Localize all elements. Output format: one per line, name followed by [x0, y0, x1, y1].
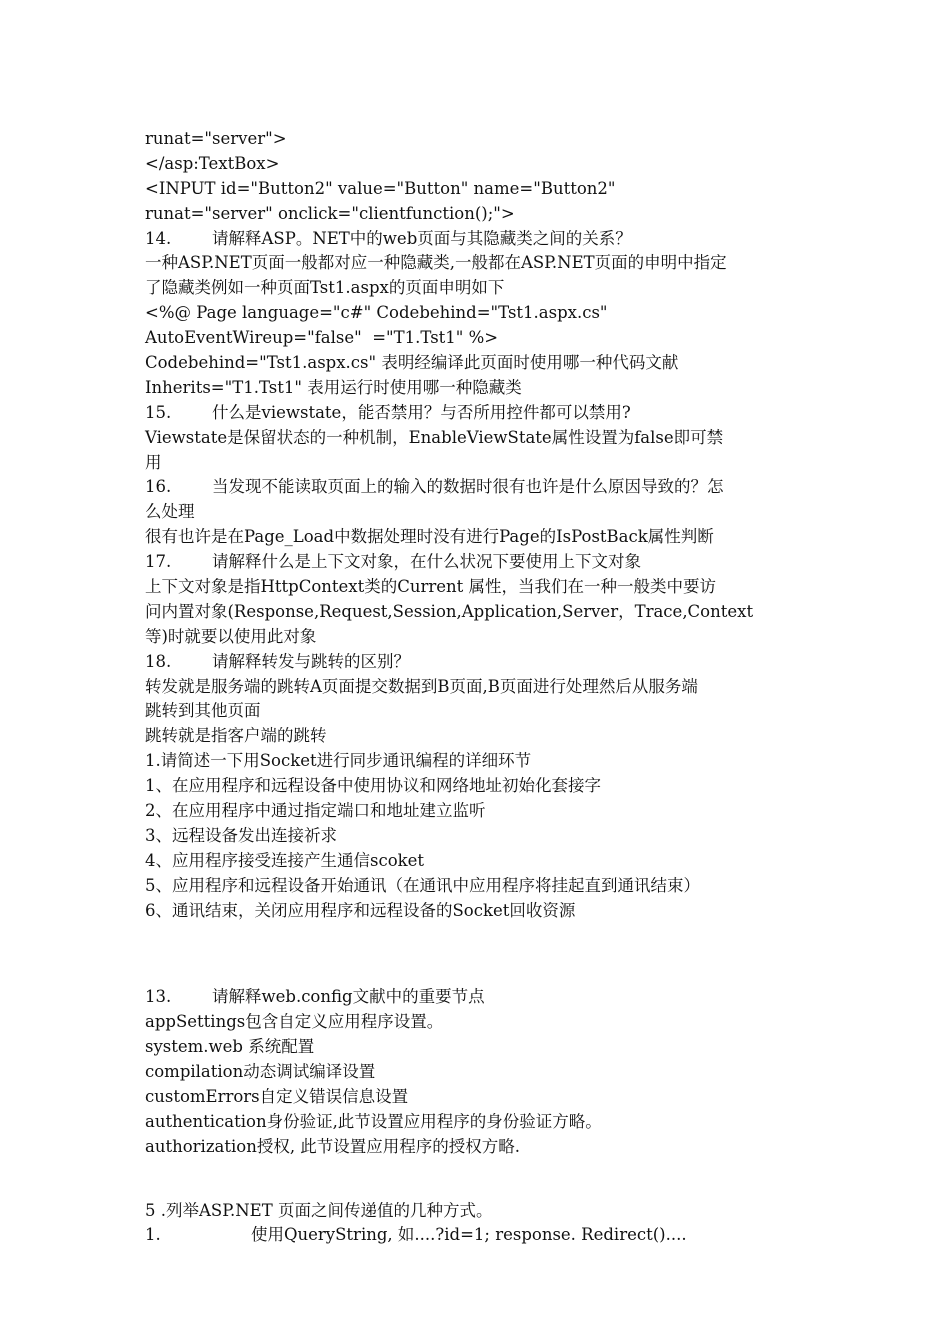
list-item: 3、远程设备发出连接祈求 — [145, 825, 337, 845]
text-line: authorization授权, 此节设置应用程序的授权方略. — [145, 1136, 521, 1156]
text-line: 问内置对象(Response,Request,Session,Application,Server，Trace,Context — [145, 601, 754, 621]
text-line: Viewstate是保留状态的一种机制，EnableViewState属性设置为false即可禁 — [145, 427, 724, 447]
text-line: 上下文对象是指HttpContext类的Current 属性，当我们在一种一般类中要访 — [145, 577, 717, 597]
question-number: 13. — [145, 987, 172, 1007]
text-line: 么处理 — [145, 502, 195, 522]
text-line: 了隐藏类例如一种页面Tst1.aspx的页面申明如下 — [145, 278, 505, 298]
text-line: Inherits="T1.Tst1" 表用运行时使用哪一种隐藏类 — [145, 377, 522, 397]
text-line: system.web 系统配置 — [145, 1037, 315, 1057]
spacer — [145, 1185, 825, 1199]
spacer — [145, 948, 825, 985]
text-line: 用 — [145, 452, 162, 472]
question-number: 15. — [145, 402, 172, 422]
text-line: 跳转到其他页面 — [145, 701, 261, 721]
item-number: 1. — [145, 1225, 161, 1245]
question-number: 16. — [145, 477, 172, 497]
spacer — [145, 1160, 825, 1185]
list-item: 2、在应用程序中通过指定端口和地址建立监听 — [145, 801, 486, 821]
text-line: 转发就是服务端的跳转A页面提交数据到B页面,B页面进行处理然后从服务端 — [145, 676, 698, 696]
list-item: 6、通讯结束，关闭应用程序和远程设备的Socket回收资源 — [145, 900, 576, 920]
question-text: 请解释ASP。NET中的web页面与其隐藏类之间的关系？ — [212, 228, 632, 248]
text-line: <%@ Page language="c#" Codebehind="Tst1.aspx.cs" — [145, 303, 608, 323]
text-line: 很有也许是在Page_Load中数据处理时没有进行Page的IsPostBack属性判断 — [145, 527, 714, 547]
item-text: 使用QueryString, 如....?id=1; response. Redirect().... — [251, 1225, 687, 1245]
question-text: 请解释web.config文献中的重要节点 — [212, 987, 485, 1007]
text-line: Codebehind="Tst1.aspx.cs" 表明经编译此页面时使用哪一种代码文献 — [145, 353, 679, 373]
list-item: 5、应用程序和远程设备开始通讯（在通讯中应用程序将挂起直到通讯结束） — [145, 875, 700, 895]
question-number: 17. — [145, 552, 172, 572]
text-line: AutoEventWireup="false" ="T1.Tst1" %> — [145, 328, 499, 348]
question-text: 请解释什么是上下文对象，在什么状况下要使用上下文对象 — [212, 552, 641, 572]
text-line: authentication身份验证,此节设置应用程序的身份验证方略。 — [145, 1111, 602, 1131]
text-line: 跳转就是指客户端的跳转 — [145, 726, 327, 746]
text-line: </asp:TextBox> — [145, 153, 280, 173]
question-text: 请解释转发与跳转的区别？ — [212, 651, 410, 671]
text-line: 1.请简述一下用Socket进行同步通讯编程的详细环节 — [145, 751, 532, 771]
text-line: <INPUT id="Button2" value="Button" name="Button2" — [145, 178, 616, 198]
text-line: 一种ASP.NET页面一般都对应一种隐藏类,一般都在ASP.NET页面的申明中指定 — [145, 253, 727, 273]
question-text: 当发现不能读取页面上的输入的数据时很有也许是什么原因导致的？怎 — [212, 477, 724, 497]
question-14 — [145, 227, 825, 252]
question-17 — [145, 550, 825, 575]
document-body — [145, 127, 825, 1248]
list-item: 4、应用程序接受连接产生通信scoket — [145, 850, 425, 870]
text-line: runat="server"> — [145, 129, 287, 148]
question-15 — [145, 401, 825, 426]
question-text: 什么是viewstate，能否禁用？与否所用控件都可以禁用? — [212, 402, 631, 422]
list-item: 1、在应用程序和远程设备中使用协议和网络地址初始化套接字 — [145, 776, 601, 796]
list-item — [145, 1223, 825, 1248]
question-18 — [145, 650, 825, 675]
text-line: compilation动态调试编译设置 — [145, 1062, 376, 1082]
text-line: runat="server" onclick="clientfunction();"> — [145, 203, 515, 223]
question-16 — [145, 475, 825, 500]
question-number: 18. — [145, 651, 172, 671]
text-line: 等)时就要以使用此对象 — [145, 626, 317, 646]
text-line: customErrors自定义错误信息设置 — [145, 1086, 409, 1106]
text-line: 5 .列举ASP.NET 页面之间传递值的几种方式。 — [145, 1200, 493, 1220]
spacer — [145, 924, 825, 949]
question-13 — [145, 985, 825, 1010]
text-line: appSettings包含自定义应用程序设置。 — [145, 1012, 444, 1032]
question-number: 14. — [145, 228, 172, 248]
